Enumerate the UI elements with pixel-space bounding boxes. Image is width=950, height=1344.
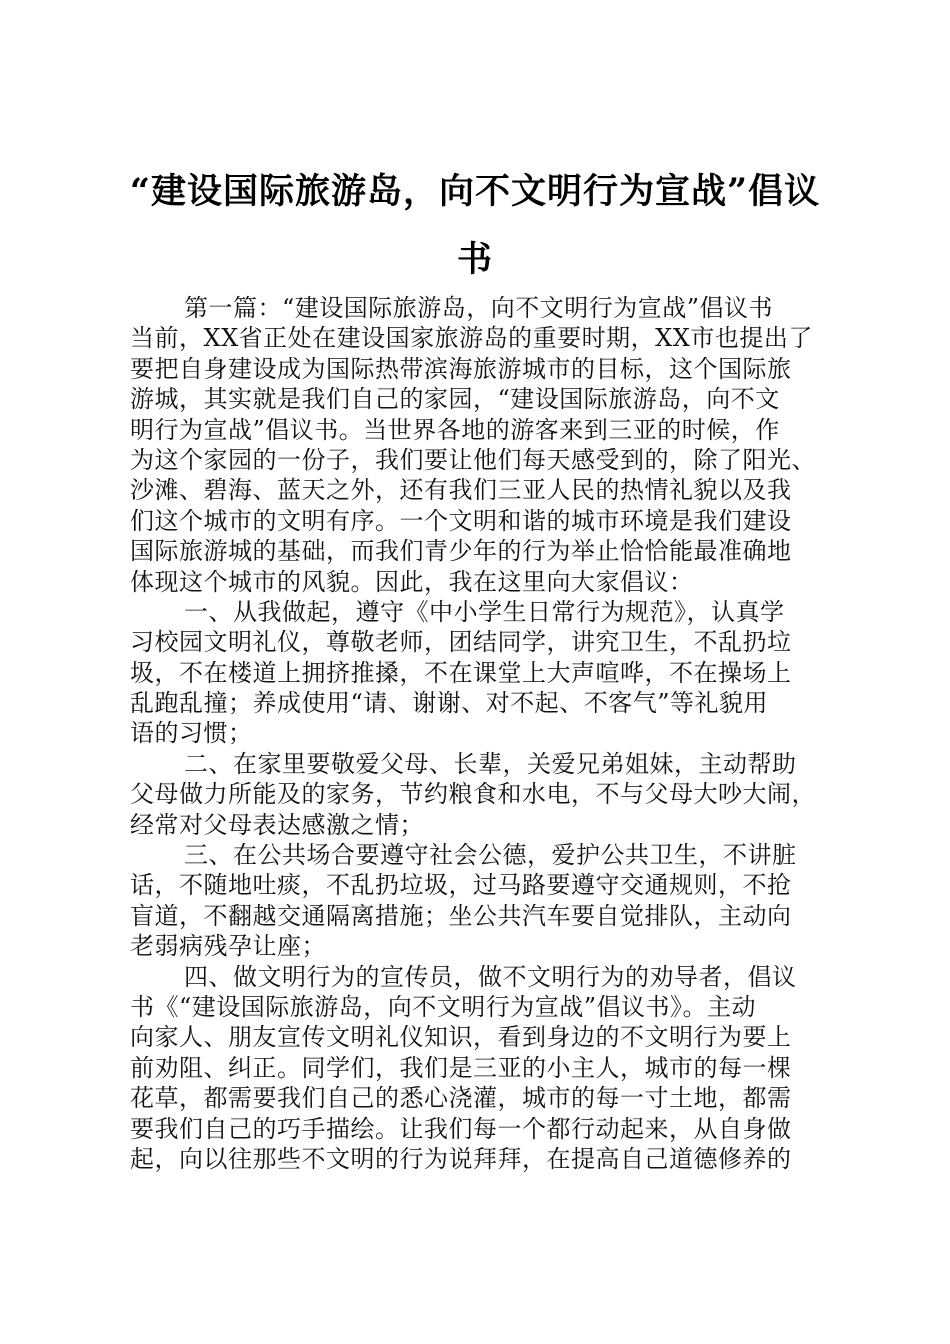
body-line: 花草，都需要我们自己的悉心浇灌，城市的每一寸土地，都需 <box>130 1084 792 1113</box>
body-line: 一、从我做起，遵守《中小学生日常行为规范》，认真学 <box>184 597 785 626</box>
body-line: 父母做力所能及的家务，节约粮食和水电，不与父母大吵大闹， <box>130 780 816 809</box>
body-line: 明行为宣战”倡议书。当世界各地的游客来到三亚的时候，作 <box>130 415 780 444</box>
body-line: 圾，不在楼道上拥挤推搡，不在课堂上大声喧哗，不在操场上 <box>130 658 792 687</box>
body-line: 书《“建设国际旅游岛，向不文明行为宣战”倡议书》。主动 <box>130 992 757 1021</box>
body-line: 第一篇：“建设国际旅游岛，向不文明行为宣战”倡议书 <box>184 294 774 322</box>
body-line: 沙滩、碧海、蓝天之外，还有我们三亚人民的热情礼貌以及我 <box>130 476 792 505</box>
body-line: 游城，其实就是我们自己的家园，“建设国际旅游岛，向不文 <box>130 385 780 414</box>
body-line: 语的习惯； <box>130 719 253 748</box>
body-line: 四、做文明行为的宣传员，做不文明行为的劝导者，倡议 <box>184 962 797 991</box>
body-line: 乱跑乱撞；养成使用“请、谢谢、对不起、不客气”等礼貌用 <box>130 689 769 718</box>
document-title <box>120 158 830 294</box>
body-line: 盲道，不翻越交通隔离措施；坐公共汽车要自觉排队，主动向 <box>130 901 792 930</box>
body-line: 话，不随地吐痰，不乱扔垃圾，过马路要遵守交通规则，不抢 <box>130 871 792 900</box>
document-body <box>130 293 833 1174</box>
body-line: 起，向以往那些不文明的行为说拜拜，在提高自己道德修养的 <box>130 1144 792 1173</box>
body-line: 老弱病残孕让座； <box>130 932 326 961</box>
body-line: 二、在家里要敬爱父母、长辈，关爱兄弟姐妹，主动帮助 <box>184 749 797 778</box>
body-line: 为这个家园的一份子，我们要让他们每天感受到的，除了阳光、 <box>130 445 816 474</box>
body-line: 三、在公共场合要遵守社会公德，爱护公共卫生，不讲脏 <box>184 841 797 870</box>
body-line: 们这个城市的文明有序。一个文明和谐的城市环境是我们建设 <box>130 506 792 535</box>
body-line: 经常对父母表达感激之情； <box>130 810 424 839</box>
body-line: 前劝阻、纠正。同学们，我们是三亚的小主人，城市的每一棵 <box>130 1053 792 1082</box>
body-line: 要我们自己的巧手描绘。让我们每一个都行动起来，从自身做 <box>130 1114 792 1143</box>
title-line-1: “建设国际旅游岛，向不文明行为宣战”倡议 <box>129 171 821 212</box>
body-line: 当前，XX省正处在建设国家旅游岛的重要时期，XX市也提出了 <box>130 324 813 353</box>
body-line: 要把自身建设成为国际热带滨海旅游城市的目标，这个国际旅 <box>130 354 792 383</box>
body-line: 国际旅游城的基础，而我们青少年的行为举止恰恰能最准确地 <box>130 537 792 566</box>
title-line-2: 书 <box>456 239 493 280</box>
body-line: 向家人、朋友宣传文明礼仪知识，看到身边的不文明行为要上 <box>130 1023 792 1052</box>
body-line: 体现这个城市的风貌。因此，我在这里向大家倡议： <box>130 567 694 596</box>
body-line: 习校园文明礼仪，尊敬老师，团结同学，讲究卫生，不乱扔垃 <box>130 628 792 657</box>
